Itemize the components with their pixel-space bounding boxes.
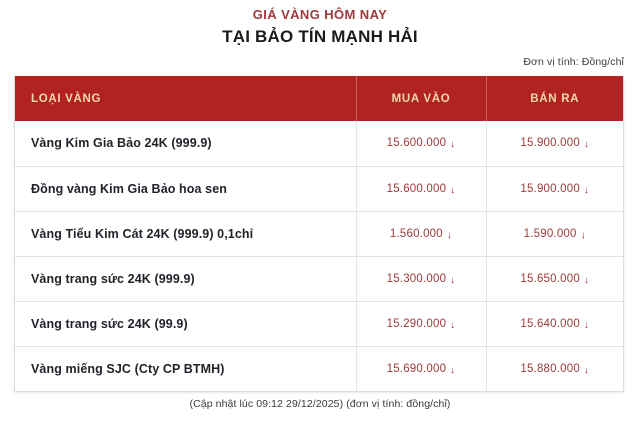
sell-price-cell [486, 346, 623, 391]
table-row [15, 211, 623, 256]
buy-price-cell [356, 166, 486, 211]
sell-price-value: 15.640.000 [520, 317, 580, 330]
page-title: GIÁ VÀNG HÔM NAY [252, 7, 388, 22]
trend-down-icon: ↓ [580, 229, 586, 241]
table-row [15, 121, 623, 166]
gold-price-table [15, 76, 623, 391]
sell-price-cell [486, 211, 623, 256]
sell-price-cell [486, 166, 623, 211]
table-body [15, 121, 623, 391]
buy-price-cell [356, 301, 486, 346]
sell-price-cell [486, 121, 623, 166]
trend-down-icon: ↓ [450, 274, 456, 286]
column-header-buy-price: MUA VÀO [356, 76, 486, 121]
page-subtitle: TẠI BẢO TÍN MẠNH HẢI [222, 27, 418, 46]
table-header [15, 76, 623, 121]
trend-down-icon: ↓ [583, 139, 590, 151]
trend-down-icon: ↓ [450, 184, 456, 196]
gold-type-label: Đồng vàng Kim Gia Bảo hoa sen [15, 166, 356, 211]
buy-price-value: 15.290.000 [386, 317, 447, 330]
column-header-gold-type: LOẠI VÀNG [15, 76, 356, 121]
trend-down-icon: ↓ [583, 319, 590, 331]
buy-price-value: 15.300.000 [386, 272, 447, 285]
trend-down-icon: ↓ [583, 184, 590, 196]
table-row [15, 346, 623, 391]
gold-type-label: Vàng Kim Gia Bảo 24K (999.9) [15, 121, 356, 166]
sell-price-value: 15.880.000 [520, 362, 580, 375]
buy-price-value: 15.600.000 [386, 182, 447, 195]
gold-type-label: Vàng trang sức 24K (99.9) [15, 301, 356, 346]
gold-type-label: Vàng Tiểu Kim Cát 24K (999.9) 0,1chỉ [15, 211, 356, 256]
buy-price-cell [356, 346, 486, 391]
column-header-sell-price: BÁN RA [486, 76, 623, 121]
gold-price-table-wrapper [14, 76, 624, 392]
buy-price-cell [356, 121, 486, 166]
buy-price-value: 15.600.000 [386, 137, 447, 150]
buy-price-cell [356, 256, 486, 301]
trend-down-icon: ↓ [446, 229, 453, 241]
sell-price-value: 15.650.000 [520, 272, 580, 285]
table-row [15, 256, 623, 301]
trend-down-icon: ↓ [450, 364, 456, 376]
page-title-block [0, 0, 640, 48]
table-row [15, 301, 623, 346]
table-header-row [15, 76, 623, 121]
trend-down-icon: ↓ [450, 319, 456, 331]
buy-price-value: 1.560.000 [389, 227, 443, 240]
trend-down-icon: ↓ [583, 364, 590, 376]
gold-type-label: Vàng trang sức 24K (999.9) [15, 256, 356, 301]
buy-price-value: 15.690.000 [386, 362, 447, 375]
trend-down-icon: ↓ [450, 139, 456, 151]
update-timestamp-note: (Cập nhật lúc 09:12 29/12/2025) (đơn vị tính: đồng/chỉ) [189, 398, 451, 410]
unit-note: Đơn vị tính: Đồng/chỉ [523, 56, 624, 68]
sell-price-value: 15.900.000 [520, 137, 580, 150]
trend-down-icon: ↓ [583, 274, 590, 286]
sell-price-value: 15.900.000 [520, 182, 580, 195]
table-row [15, 166, 623, 211]
sell-price-cell [486, 301, 623, 346]
sell-price-cell [486, 256, 623, 301]
gold-type-label: Vàng miếng SJC (Cty CP BTMH) [15, 346, 356, 391]
sell-price-value: 1.590.000 [523, 227, 577, 240]
buy-price-cell [356, 211, 486, 256]
